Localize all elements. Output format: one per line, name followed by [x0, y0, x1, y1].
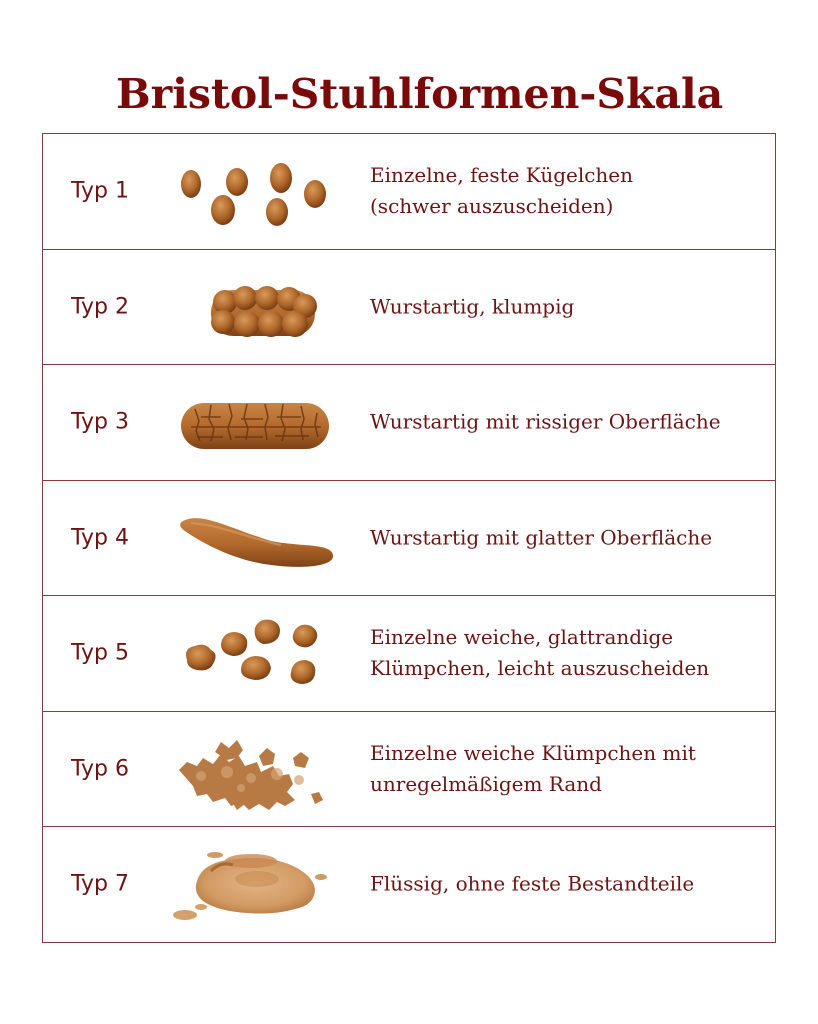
- scale-row-type-1: [42, 134, 776, 250]
- stool-type-2-illustration: [171, 254, 341, 360]
- bristol-scale-table: [42, 133, 776, 943]
- stool-type-1-illustration: [171, 138, 341, 244]
- type-description: Wurstartig, klumpig: [370, 294, 575, 319]
- type-description: Einzelne, feste Kügelchen (schwer auszuscheiden): [370, 163, 634, 219]
- stool-type-5-illustration: [171, 600, 341, 706]
- stool-type-6-illustration: [171, 716, 341, 822]
- type-label: Typ 1: [71, 178, 129, 204]
- type-description: Flüssig, ohne feste Bestandteile: [370, 871, 695, 896]
- stool-type-3-illustration: [171, 369, 341, 475]
- type-label: Typ 2: [71, 294, 129, 320]
- scale-row-type-5: [42, 596, 776, 712]
- stool-type-4-illustration: [171, 485, 341, 591]
- type-label: Typ 5: [71, 640, 129, 666]
- page-title: Bristol-Stuhlformen-Skala: [116, 70, 724, 118]
- scale-row-type-7: [42, 827, 776, 943]
- type-label: Typ 7: [71, 871, 129, 897]
- type-label: Typ 6: [71, 756, 129, 782]
- type-label: Typ 3: [71, 409, 129, 435]
- type-description: Wurstartig mit rissiger Oberfläche: [370, 409, 721, 434]
- scale-row-type-6: [42, 712, 776, 828]
- type-description: Wurstartig mit glatter Oberfläche: [370, 525, 713, 550]
- stool-type-7-illustration: [171, 831, 341, 937]
- scale-row-type-3: [42, 365, 776, 481]
- type-description: Einzelne weiche, glattrandige Klümpchen, leicht auszuscheiden: [370, 625, 710, 681]
- type-description: Einzelne weiche Klümpchen mit unregelmäßigem Rand: [370, 740, 696, 796]
- scale-row-type-2: [42, 250, 776, 366]
- type-label: Typ 4: [71, 525, 129, 551]
- scale-row-type-4: [42, 481, 776, 597]
